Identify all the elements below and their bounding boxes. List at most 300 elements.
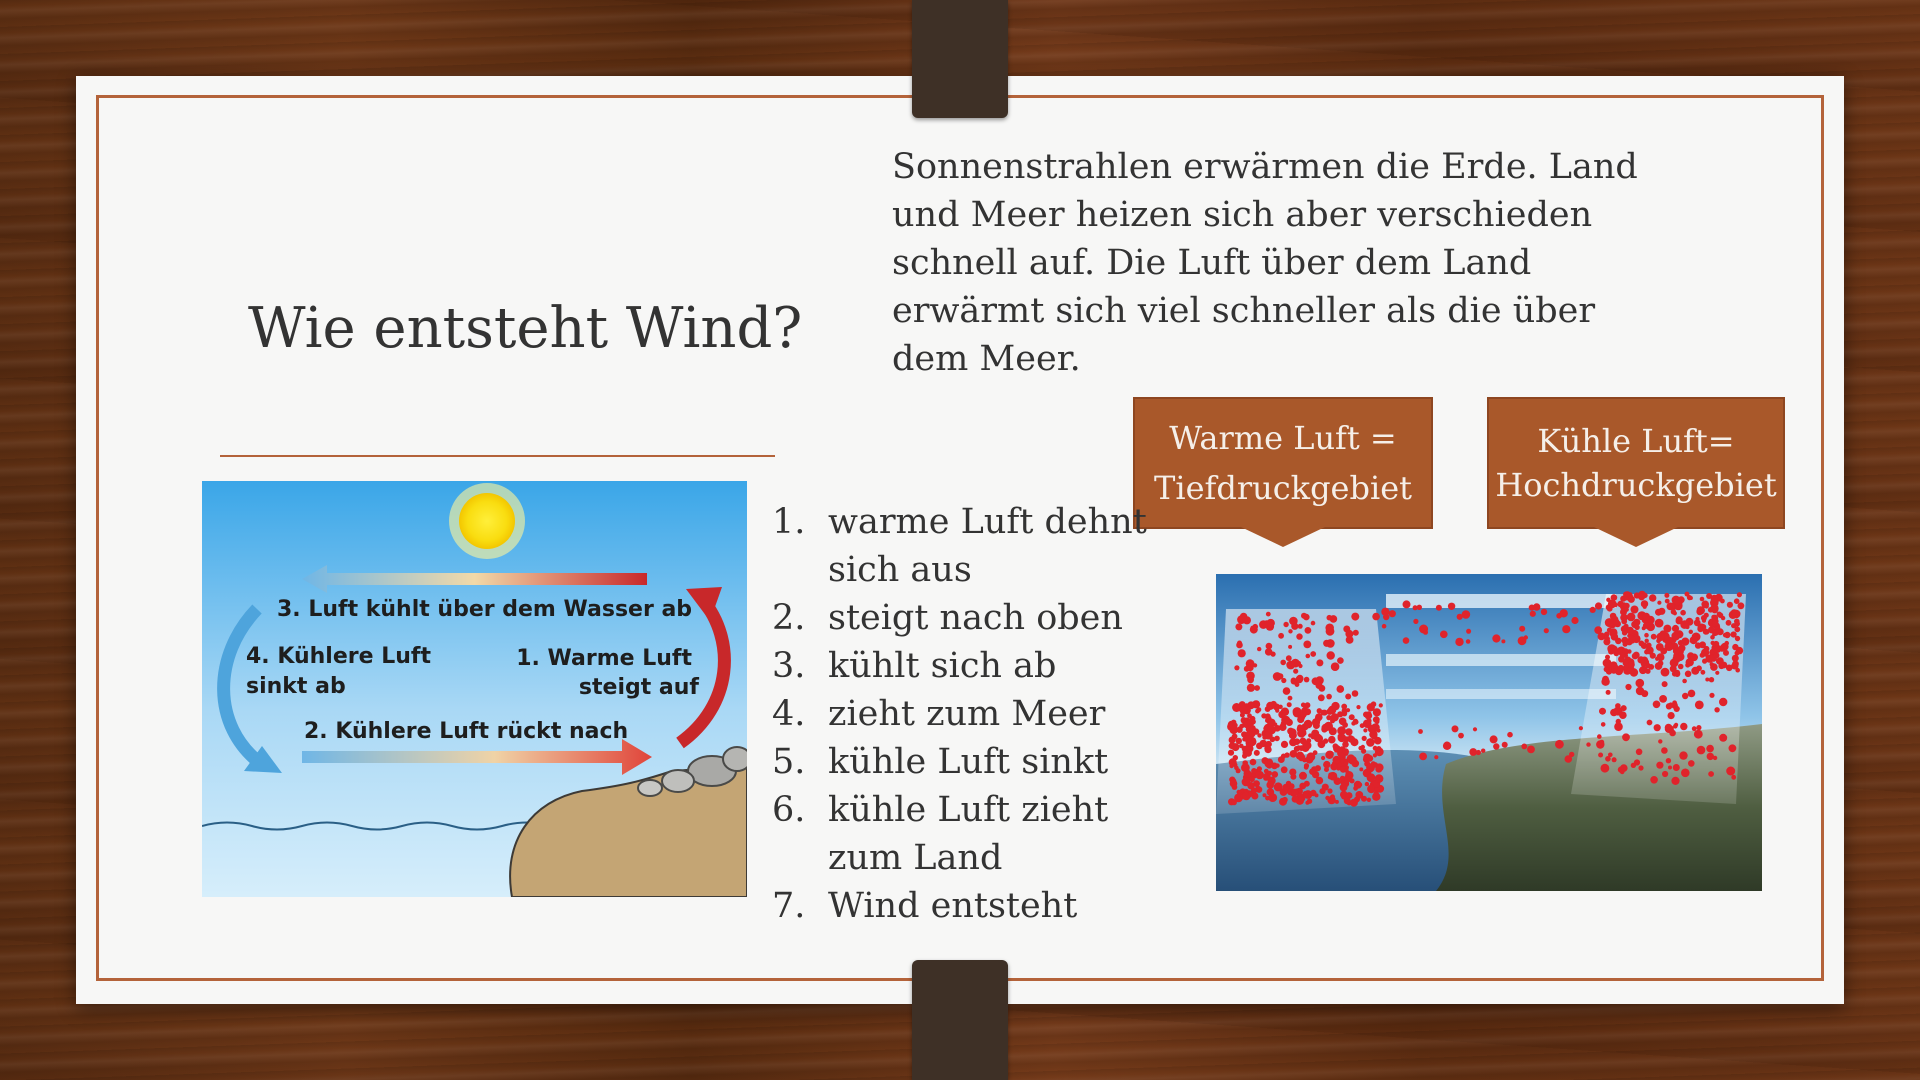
air-particle [1287,728,1294,735]
air-particle [1302,731,1306,735]
air-particle [1624,624,1629,629]
air-particle [1658,739,1662,743]
air-particle [1434,755,1438,759]
air-particle [1655,619,1664,628]
air-particle [1611,669,1616,674]
air-particle [1618,665,1625,672]
air-particle [1299,772,1307,780]
air-particle [1375,766,1382,773]
air-particle [1473,727,1477,731]
air-particle [1490,735,1498,743]
air-particle [1251,719,1256,724]
air-particle [1462,610,1471,619]
air-particle [1347,754,1355,762]
air-particle [1356,705,1360,709]
wind-cycle-diagram [202,481,747,897]
air-particle [1705,678,1709,682]
diagram-label-4a: 4. Kühlere Luft [246,644,431,669]
cloud-band [1386,689,1616,699]
air-particle [1695,701,1704,710]
air-particle [1309,768,1316,775]
air-particle [1281,741,1288,748]
step-number: 1. [772,502,806,542]
air-particle [1328,772,1334,778]
air-particle [1298,664,1302,668]
callout-warm-line2: Tiefdruckgebiet [1154,469,1412,507]
air-particle [1667,603,1675,611]
air-particle [1229,758,1237,766]
air-particle [1621,705,1627,711]
air-particle [1257,766,1262,771]
list-item [772,498,1172,594]
air-particle [1708,771,1714,777]
callout-cool-line1: Kühle Luft= [1537,422,1735,460]
air-particle [1294,746,1300,752]
air-particle [1238,649,1246,657]
air-particle [1335,800,1339,804]
intro-paragraph: Sonnenstrahlen erwärmen die Erde. Land und Meer heizen sich aber verschieden schnell auf. Die Luft über dem Land erwärmt sich viel schneller als die über dem Meer. [892,147,1638,379]
air-particle [1734,621,1740,627]
air-particle [1278,633,1284,639]
air-particle [1643,623,1649,629]
air-particle [1493,743,1499,749]
air-particle [1304,720,1313,729]
air-particle [1579,726,1583,730]
air-particle [1366,721,1371,726]
air-particle [1245,749,1252,756]
air-particle [1332,704,1338,710]
air-particle [1716,657,1724,665]
air-particle [1236,738,1242,744]
air-particle [1633,652,1640,659]
air-particle [1663,625,1671,633]
air-particle [1283,622,1288,627]
air-particle [1286,661,1295,670]
air-particle [1599,740,1604,745]
air-particle [1342,741,1349,748]
air-particle [1266,612,1271,617]
air-particle [1292,796,1299,803]
air-particle [1718,597,1722,601]
air-particle [1331,662,1340,671]
air-particle [1612,757,1617,762]
air-particle [1527,746,1535,754]
pressure-svg [1216,574,1762,891]
air-particle [1301,711,1307,717]
air-particle [1673,611,1677,615]
step-text: steigt nach oben [828,598,1123,638]
air-particle [1249,776,1255,782]
air-particle [1365,782,1369,786]
air-particle [1656,643,1664,651]
air-particle [1599,708,1606,715]
air-particle [1316,659,1323,666]
air-particle [1354,720,1359,725]
air-particle [1244,735,1252,743]
air-particle [1597,734,1602,739]
air-particle [1352,690,1359,697]
air-particle [1606,690,1611,695]
air-particle [1661,668,1670,677]
air-particle [1726,767,1735,776]
air-particle [1658,660,1664,666]
air-particle [1283,710,1289,716]
title-divider [220,455,775,457]
slide-title: Wie entsteht Wind? [248,296,803,361]
air-particle [1256,707,1261,712]
air-particle [1734,598,1740,604]
air-particle [1234,766,1239,771]
air-particle [1318,694,1325,701]
air-particle [1305,756,1313,764]
diagram-label-3: 3. Luft kühlt über dem Wasser ab [277,597,693,622]
air-particle [1293,707,1302,716]
air-particle [1296,676,1304,684]
step-text: Wind entsteht [828,886,1078,926]
air-particle [1674,598,1682,606]
air-particle [1707,753,1714,760]
air-particle [1735,651,1740,656]
air-particle [1239,744,1244,749]
air-particle [1231,800,1237,806]
air-particle [1293,669,1298,674]
air-particle [1266,702,1274,710]
air-particle [1268,793,1277,802]
air-particle [1419,753,1427,761]
air-particle [1403,600,1411,608]
air-particle [1638,594,1645,601]
air-particle [1298,624,1303,629]
air-particle [1274,736,1280,742]
list-item [772,594,1172,642]
air-particle [1291,678,1297,684]
air-particle [1326,694,1332,700]
air-particle [1565,755,1573,763]
air-particle [1351,613,1359,621]
air-particle [1621,619,1627,625]
air-particle [1654,724,1661,731]
air-particle [1362,736,1367,741]
air-particle [1680,723,1687,730]
air-particle [1607,627,1612,632]
air-particle [1689,630,1693,634]
air-particle [1341,704,1347,710]
air-particle [1729,744,1737,752]
air-particle [1657,633,1665,641]
air-particle [1389,610,1396,617]
air-particle [1657,653,1665,661]
diagram-label-1b: steigt auf [578,675,699,700]
air-particle [1247,684,1255,692]
air-particle [1678,664,1684,670]
air-particle [1690,654,1698,662]
air-particle [1665,599,1670,604]
air-particle [1614,722,1623,731]
step-number: 3. [772,646,806,686]
air-particle [1247,664,1254,671]
air-particle [1682,679,1687,684]
air-particle [1469,748,1477,756]
diagram-label-1a: 1. Warme Luft [516,646,692,671]
air-particle [1671,777,1679,785]
air-particle [1709,677,1714,682]
air-particle [1636,749,1643,756]
air-particle [1676,616,1683,623]
air-particle [1323,738,1328,743]
diagram-label-2: 2. Kühlere Luft rückt nach [304,719,629,744]
air-particle [1403,637,1410,644]
air-particle [1457,614,1463,620]
air-particle [1638,765,1643,770]
air-particle [1603,659,1612,668]
air-particle [1247,676,1254,683]
air-particle [1232,736,1237,741]
air-particle [1702,619,1706,623]
air-particle [1230,726,1238,734]
air-particle [1687,595,1692,600]
air-particle [1267,771,1272,776]
air-particle [1651,634,1657,640]
air-particle [1697,609,1702,614]
air-particle [1303,641,1311,649]
air-particle [1664,593,1669,598]
air-particle [1732,610,1741,619]
air-particle [1261,713,1266,718]
air-particle [1481,749,1485,753]
air-particle [1375,774,1384,783]
air-particle [1645,669,1650,674]
air-particle [1342,748,1349,755]
air-particle [1492,634,1500,642]
air-particle [1345,694,1351,700]
air-particle [1235,623,1242,630]
air-particle [1325,751,1333,759]
air-particle [1298,796,1304,802]
air-particle [1544,628,1549,633]
air-particle [1367,703,1375,711]
air-particle [1688,690,1696,698]
air-particle [1661,747,1668,754]
air-particle [1665,724,1673,732]
air-particle [1305,627,1312,634]
air-particle [1367,773,1376,782]
air-particle [1325,796,1329,800]
air-particle [1639,641,1645,647]
air-particle [1417,605,1422,610]
air-particle [1365,712,1373,720]
air-particle [1310,651,1316,657]
air-particle [1296,633,1302,639]
air-particle [1236,642,1243,649]
air-particle [1327,651,1335,659]
air-particle [1720,647,1725,652]
air-particle [1681,638,1689,646]
air-particle [1518,636,1527,645]
air-particle [1275,709,1279,713]
air-particle [1263,793,1267,797]
air-particle [1601,764,1610,773]
air-particle [1367,785,1375,793]
air-particle [1645,663,1651,669]
air-particle [1601,722,1606,727]
air-particle [1721,616,1725,620]
air-particle [1301,613,1307,619]
steps-list [772,498,1172,930]
air-particle [1250,626,1258,634]
air-particle [1644,633,1649,638]
air-particle [1346,636,1354,644]
air-particle [1307,799,1312,804]
air-particle [1712,629,1719,636]
air-particle [1298,754,1305,761]
step-number: 5. [772,742,806,782]
air-particle [1634,759,1640,765]
callout-warm-line1: Warme Luft = [1169,419,1397,457]
air-particle [1423,630,1428,635]
air-particle [1674,706,1680,712]
air-particle [1727,602,1733,608]
air-particle [1658,608,1665,615]
air-particle [1719,734,1727,742]
air-particle [1731,662,1738,669]
step-number: 7. [772,886,806,926]
air-particle [1286,655,1292,661]
air-particle [1265,648,1272,655]
air-particle [1306,654,1311,659]
air-particle [1650,776,1658,784]
air-particle [1714,707,1719,712]
air-particle [1698,624,1706,632]
air-particle [1643,613,1650,620]
air-particle [1719,698,1727,706]
air-particle [1668,766,1672,770]
air-particle [1710,604,1718,612]
air-particle [1343,736,1348,741]
list-item [772,690,1172,738]
air-particle [1674,626,1679,631]
air-particle [1726,620,1732,626]
air-particle [1418,729,1423,734]
air-particle [1594,626,1602,634]
air-particle [1234,665,1239,670]
air-particle [1285,688,1289,692]
air-particle [1521,744,1527,750]
air-particle [1620,653,1625,658]
air-particle [1631,606,1639,614]
air-particle [1337,685,1345,693]
air-particle [1625,684,1631,690]
air-particle [1674,671,1680,677]
air-particle [1713,641,1719,647]
air-particle [1315,716,1321,722]
air-particle [1382,624,1387,629]
list-item [772,738,1172,786]
air-particle [1690,636,1698,644]
air-particle [1679,751,1687,759]
air-particle [1287,702,1292,707]
air-particle [1685,671,1692,678]
air-particle [1440,631,1448,639]
air-particle [1372,613,1380,621]
air-particle [1301,703,1306,708]
air-particle [1443,742,1451,750]
air-particle [1694,730,1703,739]
air-particle [1657,601,1661,605]
air-particle [1541,609,1547,615]
air-particle [1349,778,1354,783]
step-text: warme Luft dehnt sich aus [828,502,1147,590]
air-particle [1712,620,1718,626]
air-particle [1284,752,1289,757]
air-particle [1373,716,1380,723]
air-particle [1265,743,1270,748]
air-particle [1367,798,1371,802]
air-particle [1680,610,1686,616]
cloud-band [1386,654,1616,666]
air-particle [1266,781,1274,789]
air-particle [1289,617,1298,626]
air-particle [1232,784,1238,790]
air-particle [1448,603,1455,610]
air-particle [1666,758,1671,763]
air-particle [1413,619,1418,624]
air-particle [1622,733,1630,741]
air-particle [1601,678,1609,686]
list-item [772,642,1172,690]
strap-top [912,0,1008,118]
air-particle [1706,745,1714,753]
air-particle [1700,597,1705,602]
air-particle [1299,783,1306,790]
air-particle [1724,632,1730,638]
air-particle [1668,712,1675,719]
air-particle [1628,636,1636,644]
air-particle [1319,685,1326,692]
step-text: kühle Luft sinkt [828,742,1109,782]
air-particle [1466,629,1471,634]
air-particle [1310,790,1316,796]
air-particle [1344,761,1349,766]
air-particle [1731,631,1737,637]
air-particle [1383,614,1389,620]
air-particle [1282,797,1288,803]
air-particle [1289,738,1297,746]
air-particle [1738,602,1745,609]
air-particle [1673,724,1678,729]
air-particle [1724,641,1729,646]
air-particle [1339,718,1347,726]
air-particle [1671,643,1679,651]
air-particle [1311,621,1316,626]
air-particle [1304,763,1309,768]
air-particle [1297,724,1302,729]
air-particle [1709,693,1714,698]
callout-warm-air [1133,397,1433,529]
air-particle [1608,600,1615,607]
air-particle [1345,728,1352,735]
air-particle [1278,705,1282,709]
air-particle [1330,794,1335,799]
air-particle [1328,736,1336,744]
air-particle [1613,618,1619,624]
air-particle [1325,624,1334,633]
air-particle [1255,771,1264,780]
air-particle [1346,708,1350,712]
air-particle [1507,732,1513,738]
air-particle [1366,738,1375,747]
sun-icon [449,483,525,559]
air-particle [1237,790,1242,795]
